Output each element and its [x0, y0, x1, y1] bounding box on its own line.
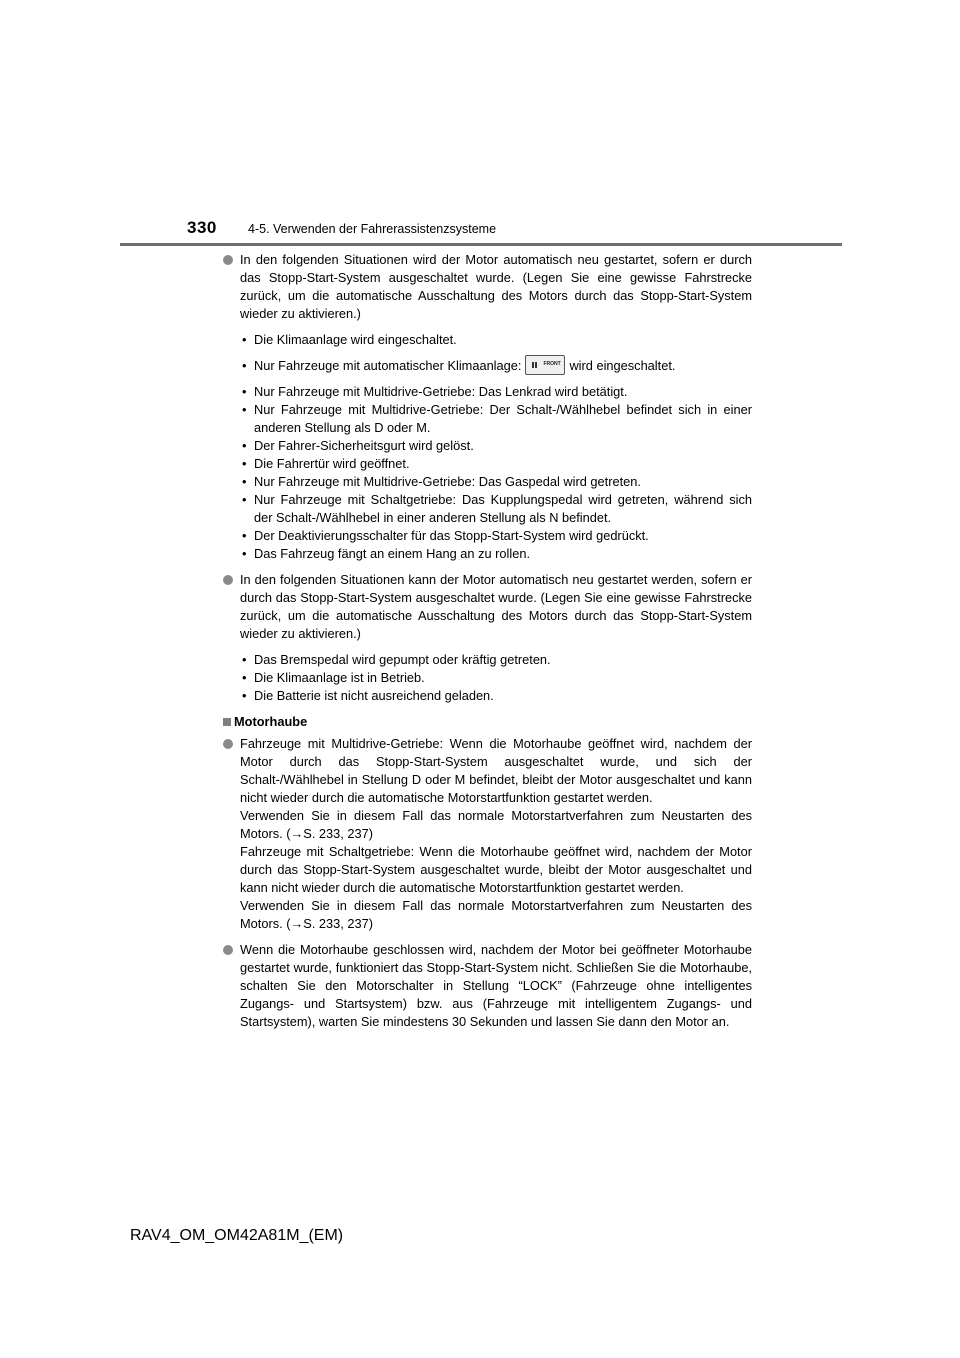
circle-bullet-icon [223, 575, 233, 585]
list-item: • Der Fahrer-Sicherheitsgurt wird gelöst. [242, 438, 474, 453]
list-item-text: wird eingeschaltet. [569, 358, 676, 373]
list-item-text: Die Klimaanlage wird eingeschaltet. [254, 332, 457, 347]
motorhaube-heading [222, 713, 752, 731]
list-item: • Das Bremspedal wird gepumpt oder kräftig getreten. [242, 652, 551, 667]
possible-restart-intro: In den folgenden Situationen kann der Motor automatisch neu gestartet werden, sofern er durch das Stopp-Start-System ausgeschaltet wurde. (Legen Sie eine gewisse Fahrstrecke zurück, um die automatische Ausschaltung des Motors durch das Stopp-Start-System wieder zu aktivieren.) [240, 572, 752, 641]
list-item: • Die Klimaanlage ist in Betrieb. [242, 670, 425, 685]
list-item-text: Nur Fahrzeuge mit Multidrive-Getriebe: Der Schalt-/Wählhebel befindet sich in einer anderen Stellung als D oder M. [254, 402, 752, 435]
list-item: • Nur Fahrzeuge mit Multidrive-Getriebe: Das Gaspedal wird getreten. [242, 474, 641, 489]
circle-bullet-icon [223, 739, 233, 749]
circle-bullet-icon [223, 945, 233, 955]
list-item-text: Nur Fahrzeuge mit Schaltgetriebe: Das Kupplungspedal wird getreten, während sich der Schalt-/Wählhebel in einer anderen Stellung als N befindet. [254, 492, 752, 525]
list-item-text: Das Fahrzeug fängt an einem Hang an zu rollen. [254, 546, 531, 561]
page-content [222, 251, 752, 1039]
restart-conditions-item [222, 251, 752, 323]
header-divider [120, 243, 842, 246]
circle-bullet-icon [223, 255, 233, 265]
list-item: • Das Fahrzeug fängt an einem Hang an zu rollen. [242, 546, 531, 561]
section-title: 4-5. Verwenden der Fahrerassistenzsysteme [248, 222, 497, 236]
restart-conditions-intro: In den folgenden Situationen wird der Motor automatisch neu gestartet, sofern er durch das Stopp-Start-System ausgeschaltet wurde. (Legen Sie eine gewisse Fahrstrecke zurück, um die automatische Ausschaltung des Motors durch das Stopp-Start-System wieder zu aktivieren.) [240, 252, 752, 321]
list-item: • Die Batterie ist nicht ausreichend geladen. [242, 688, 494, 703]
square-bullet-icon [223, 718, 231, 726]
list-item-text: Nur Fahrzeuge mit automatischer Klimaanlage: [254, 358, 522, 373]
hood-open-paragraph: Verwenden Sie in diesem Fall das normale Motorstartverfahren zum Neustarten des Motors. (→S. 233, 237) [240, 898, 752, 931]
document-code: RAV4_OM_OM42A81M_(EM) [130, 1227, 344, 1244]
list-item: • Nur Fahrzeuge mit Schaltgetriebe: Das Kupplungspedal wird getreten, während sich der Schalt-/Wählhebel in einer anderen Stellung als N befindet. [242, 492, 752, 525]
possible-restart-list [222, 651, 752, 705]
hood-closed-item [222, 941, 752, 1031]
motorhaube-heading-text: Motorhaube [234, 714, 308, 729]
list-item: • Die Fahrertür wird geöffnet. [242, 456, 410, 471]
hood-open-paragraph: Verwenden Sie in diesem Fall das normale Motorstartverfahren zum Neustarten des Motors. (→S. 233, 237) [240, 808, 752, 841]
list-item-text: Nur Fahrzeuge mit Multidrive-Getriebe: Das Gaspedal wird getreten. [254, 474, 641, 489]
list-item-text: Nur Fahrzeuge mit Multidrive-Getriebe: Das Lenkrad wird betätigt. [254, 384, 628, 399]
hood-closed-text: Wenn die Motorhaube geschlossen wird, nachdem der Motor bei geöffneter Motorhaube gestartet wurde, funktioniert das Stopp-Start-System nicht. Schließen Sie die Motorhaube, schalten Sie den Motorschalter in Stellung “LOCK” (Fahrzeuge ohne intelligentes Zugangs- und Startsystem) bzw. aus (Fahrzeuge mit intelligentem Zugangs- und Startsystem), warten Sie mindestens 30 Sekunden und lassen Sie dann den Motor an. [240, 942, 752, 1029]
front-defroster-button-icon: FRONT [525, 355, 565, 375]
hood-open-paragraph: Fahrzeuge mit Schaltgetriebe: Wenn die Motorhaube geöffnet wird, nachdem der Motor durch das Stopp-Start-System ausgeschaltet wurde, bleibt der Motor ausgeschaltet und kann nicht wieder durch die automatische Motorstartfunktion gestartet werden. [240, 844, 752, 895]
hood-open-item [222, 735, 752, 933]
list-item: • Nur Fahrzeuge mit Multidrive-Getriebe: Das Lenkrad wird betätigt. [242, 384, 628, 399]
possible-restart-item [222, 571, 752, 643]
list-item: • Nur Fahrzeuge mit Multidrive-Getriebe: Der Schalt-/Wählhebel befindet sich in einer anderen Stellung als D oder M. [242, 402, 752, 435]
page-number: 330 [187, 218, 217, 237]
list-item-text: Die Fahrertür wird geöffnet. [254, 456, 410, 471]
restart-conditions-list [222, 331, 752, 563]
hood-open-paragraph: Fahrzeuge mit Multidrive-Getriebe: Wenn die Motorhaube geöffnet wird, nachdem der Motor durch das Stopp-Start-System ausgeschaltet wurde, und sich der Schalt-/Wählhebel in Stellung D oder M befindet, bleibt der Motor ausgeschaltet und kann nicht wieder durch die automatische Motorstartfunktion gestartet werden. [240, 736, 752, 805]
list-item-text: Die Klimaanlage ist in Betrieb. [254, 670, 425, 685]
list-item: • Die Klimaanlage wird eingeschaltet. [242, 332, 457, 347]
list-item-text: Die Batterie ist nicht ausreichend geladen. [254, 688, 494, 703]
list-item-text: Das Bremspedal wird gepumpt oder kräftig getreten. [254, 652, 551, 667]
list-item-text: Der Deaktivierungsschalter für das Stopp-Start-System wird gedrückt. [254, 528, 649, 543]
list-item-text: Der Fahrer-Sicherheitsgurt wird gelöst. [254, 438, 474, 453]
list-item: • Nur Fahrzeuge mit automatischer Klimaanlage: FRONT wird eingeschaltet. [240, 357, 752, 375]
list-item: • Der Deaktivierungsschalter für das Stopp-Start-System wird gedrückt. [242, 528, 649, 543]
